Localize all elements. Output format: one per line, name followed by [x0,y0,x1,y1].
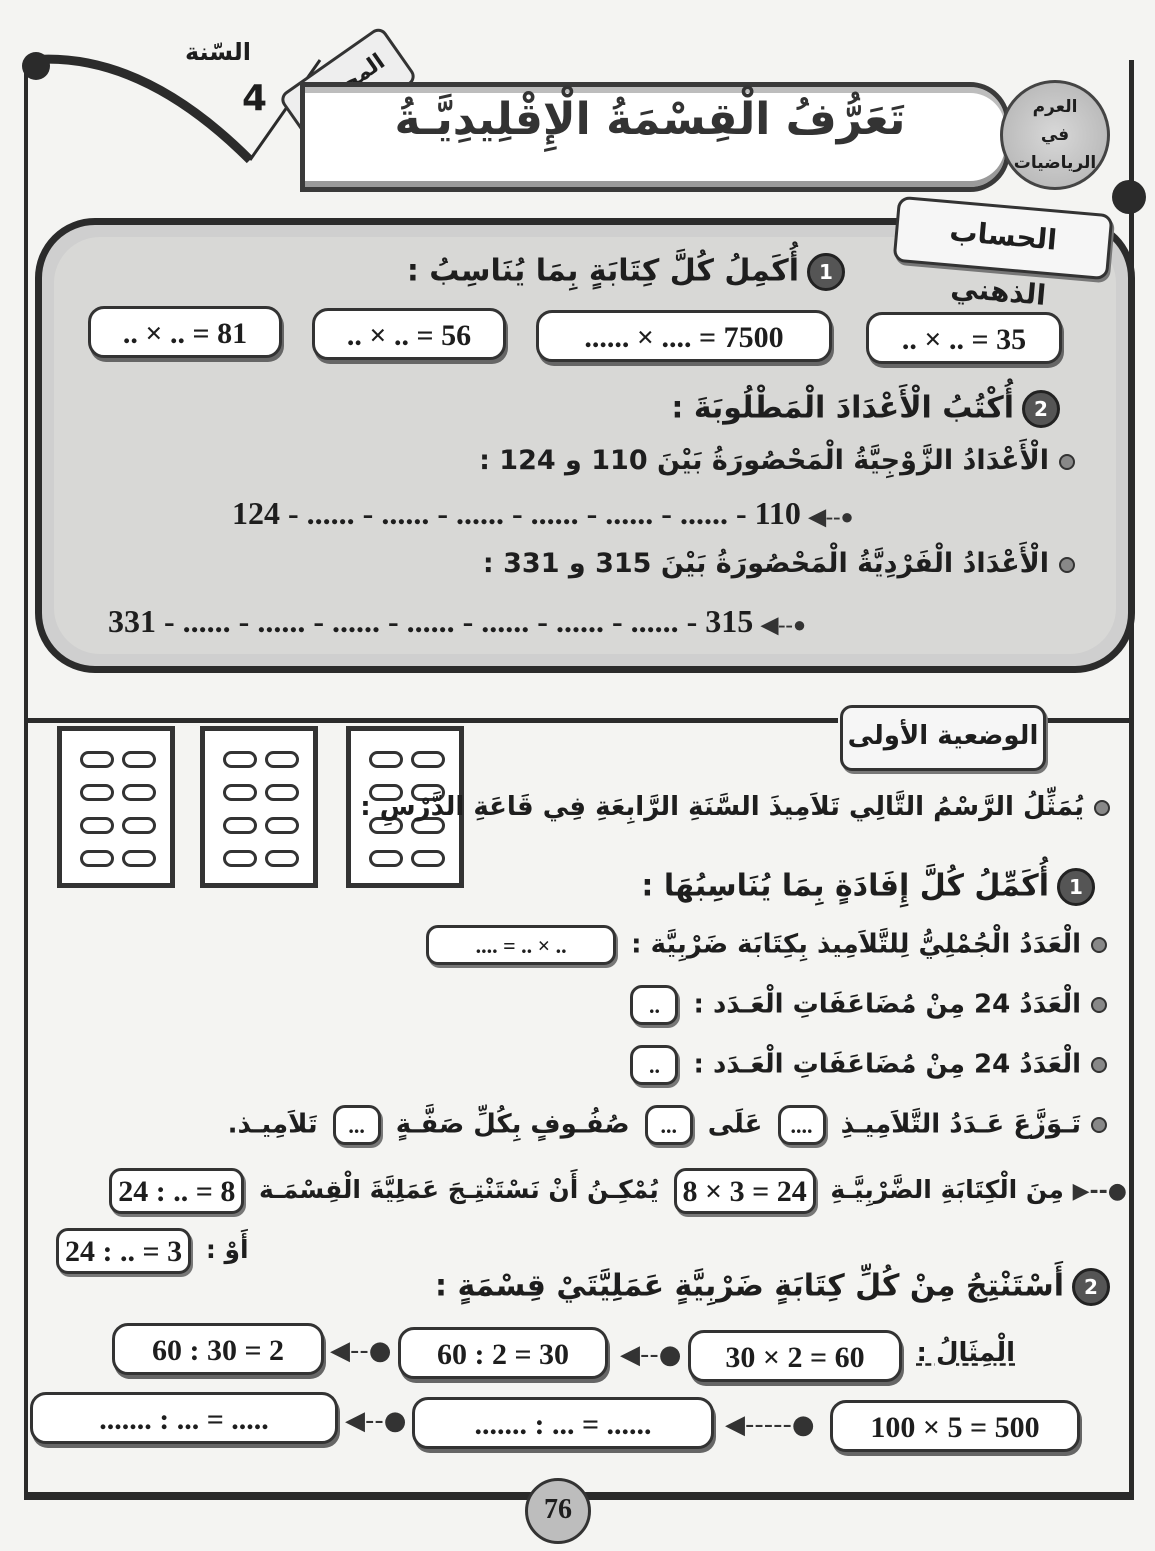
desk [369,751,403,768]
deduce-statement [103,1168,1127,1214]
arrow-left-icon: ◀-----● [725,1410,815,1440]
bullet-icon [1094,800,1110,816]
bullet-icon [1091,1117,1107,1133]
desk [80,850,114,867]
desk [265,850,299,867]
desk [223,751,257,768]
mm-box-35[interactable]: .. × .. = 35 [866,312,1062,364]
desk [223,817,257,834]
multiple-statement-2 [624,1045,1107,1085]
mm-q1-prompt [407,253,845,291]
mm-box-81[interactable]: .. × .. = 81 [88,306,282,358]
mm-box-56[interactable]: .. × .. = 56 [312,308,506,360]
section-divider [28,718,838,723]
sit-q1-text: أُكَمِّلُ كُلَّ إِفَادَةٍ بِمَا يُنَاسِبُهَا : [641,868,1049,904]
distribution-statement [228,1105,1107,1145]
situation-intro-text: يُمَثِّلُ الرَّسْمُ التَّالِي تَلاَمِيذَ السَّنَةِ الرَّابِعَةِ فِي قَاعَةِ الدَّرْسِ : [360,792,1084,822]
grade-label: السّنة [185,38,252,66]
corner-dot-left [22,52,50,80]
number-badge-1: 1 [807,253,845,291]
desk [80,751,114,768]
example-label: الْمِثَالُ : [916,1338,1015,1368]
multiple1-box[interactable]: .. [630,985,678,1025]
multiple2-box[interactable]: .. [630,1045,678,1085]
bullet-icon [1059,454,1075,470]
page-number: 76 [525,1478,591,1544]
or-label: أَوْ : [205,1235,249,1264]
desk [122,784,156,801]
multiple2-label: الْعَدَدُ 24 مِنْ مُضَاعَفَاتِ الْعَـدَد : [693,1049,1081,1080]
desk [223,784,257,801]
multiple-statement-1 [624,985,1107,1025]
logo-line-1: العرم [1032,97,1078,117]
first-situation-tag: الوضعية الأولى [840,705,1046,771]
exercise-mult-box: 100 × 5 = 500 [830,1400,1080,1452]
example-div-box-2: 60 : 30 = 2 [112,1323,324,1375]
exercise-div-box-2[interactable]: ....... : ... = ..... [30,1392,338,1444]
desk [122,817,156,834]
div-box-2[interactable]: 24 : .. = 3 [56,1228,191,1274]
even-prompt-text: الْأَعْدَادُ الزَّوْجِيَّةُ الْمَحْصُورَةُ بَيْنَ 110 و 124 : [479,445,1049,476]
mm-q1-text: أُكَمِلُ كُلَّ كِتَابَةٍ بِمَا يُنَاسِبُ : [406,253,799,289]
total-statement [420,925,1107,965]
sit-q1-prompt [641,868,1095,906]
even-sequence-text: 124 - ...... - ...... - ...... - ...... - ...... - ...... - 110 [232,495,801,531]
logo-line-2: في [1040,125,1070,145]
arrow-left-icon: ◀--● [761,612,807,637]
distribute-text-2: عَلَى [707,1109,763,1140]
desk [369,850,403,867]
desk [265,751,299,768]
div-box-1[interactable]: 24 : .. = 8 [109,1168,244,1214]
distribute-text-3: صُفُـوفٍ بِكُلِّ صَفَّـةٍ [395,1109,630,1140]
example-div-box-1: 60 : 2 = 30 [398,1327,608,1379]
total-box[interactable]: .... = .. × .. [426,925,616,965]
classroom-1 [57,726,175,888]
situation-intro [360,792,1110,822]
arrow-left-icon: ◀--● [330,1336,392,1366]
mm-q2-text: أُكْتُبُ الْأَعْدَادَ الْمَطْلُوبَةَ : [671,390,1014,426]
deduce-text-1: مِنَ الْكِتَابَةِ الضَّرْبِيَّـةِ [830,1175,1064,1204]
desk [80,817,114,834]
odd-prompt [483,548,1075,579]
arrow-left-icon: ●--▶ [1072,1179,1127,1204]
bullet-icon [1091,937,1107,953]
or-statement [50,1228,249,1274]
mult-box: 8 × 3 = 24 [674,1168,816,1214]
desk [80,784,114,801]
number-badge-2: 2 [1072,1268,1110,1306]
exercise-div-box-1[interactable]: ....... : ... = ...... [412,1397,714,1449]
even-prompt [479,445,1075,476]
bullet-icon [1091,997,1107,1013]
mental-math-tag: الحساب الذهني [893,196,1114,281]
deduce-text-2: يُمْكِـنُ أَنْ نَسْتَنْتِـجَ عَمَلِيَّةَ الْقِسْمَـة [259,1175,659,1204]
grade-number: 4 [242,78,268,119]
example-mult-box: 30 × 2 = 60 [688,1330,902,1382]
mm-box-7500[interactable]: ...... × .... = 7500 [536,310,832,362]
distribute-box-1[interactable]: .... [778,1105,826,1145]
desk [265,784,299,801]
odd-prompt-text: الْأَعْدَادُ الْفَرْدِيَّةُ الْمَحْصُورَةُ بَيْنَ 315 و 331 : [482,548,1049,579]
logo [1000,80,1110,190]
bullet-icon [1091,1057,1107,1073]
mm-q2-prompt [671,390,1060,428]
sit-q2-prompt [435,1268,1110,1306]
desk [411,850,445,867]
total-label: الْعَدَدُ الْجُمْلِيُّ لِلتَّلاَمِيذ بِكِتَابَة ضَرْبِيَّة : [631,929,1081,960]
desk [122,751,156,768]
logo-line-3: الرياضيات [1013,153,1097,173]
page-title: تَعَرُّفُ الْقِسْمَةُ الْإِقْلِيدِيَّـةُ [394,94,906,145]
even-sequence[interactable] [232,495,854,532]
bullet-icon [1059,557,1075,573]
corner-dot-right [1112,180,1146,214]
arrow-left-icon: ◀--● [620,1340,682,1370]
desk [223,850,257,867]
arrow-left-icon: ◀--● [808,504,854,529]
distribute-text-1: تَـوَزَّعَ عَـدَدُ التَّلاَمِيـذِ [840,1109,1081,1140]
desk [122,850,156,867]
classroom-2 [200,726,318,888]
desk [265,817,299,834]
number-badge-1: 1 [1057,868,1095,906]
odd-sequence[interactable] [108,603,806,640]
section-divider-right [1045,718,1130,723]
distribute-box-2[interactable]: ... [645,1105,693,1145]
arrow-left-icon: ◀--● [345,1406,407,1436]
desk [411,751,445,768]
multiple1-label: الْعَدَدُ 24 مِنْ مُضَاعَفَاتِ الْعَـدَد : [693,989,1081,1020]
distribute-text-4: تَلاَمِيـذ. [227,1109,318,1140]
sit-q2-text: أَسْتَنْتِجُ مِنْ كُلِّ كِتَابَةٍ ضَرْبِيَّةٍ عَمَلِيَّتَيْ قِسْمَةٍ : [435,1268,1064,1304]
odd-sequence-text: 331 - ...... - ...... - ...... - ...... - ...... - ...... - ...... - 315 [108,603,754,639]
distribute-box-3[interactable]: ... [333,1105,381,1145]
number-badge-2: 2 [1022,390,1060,428]
